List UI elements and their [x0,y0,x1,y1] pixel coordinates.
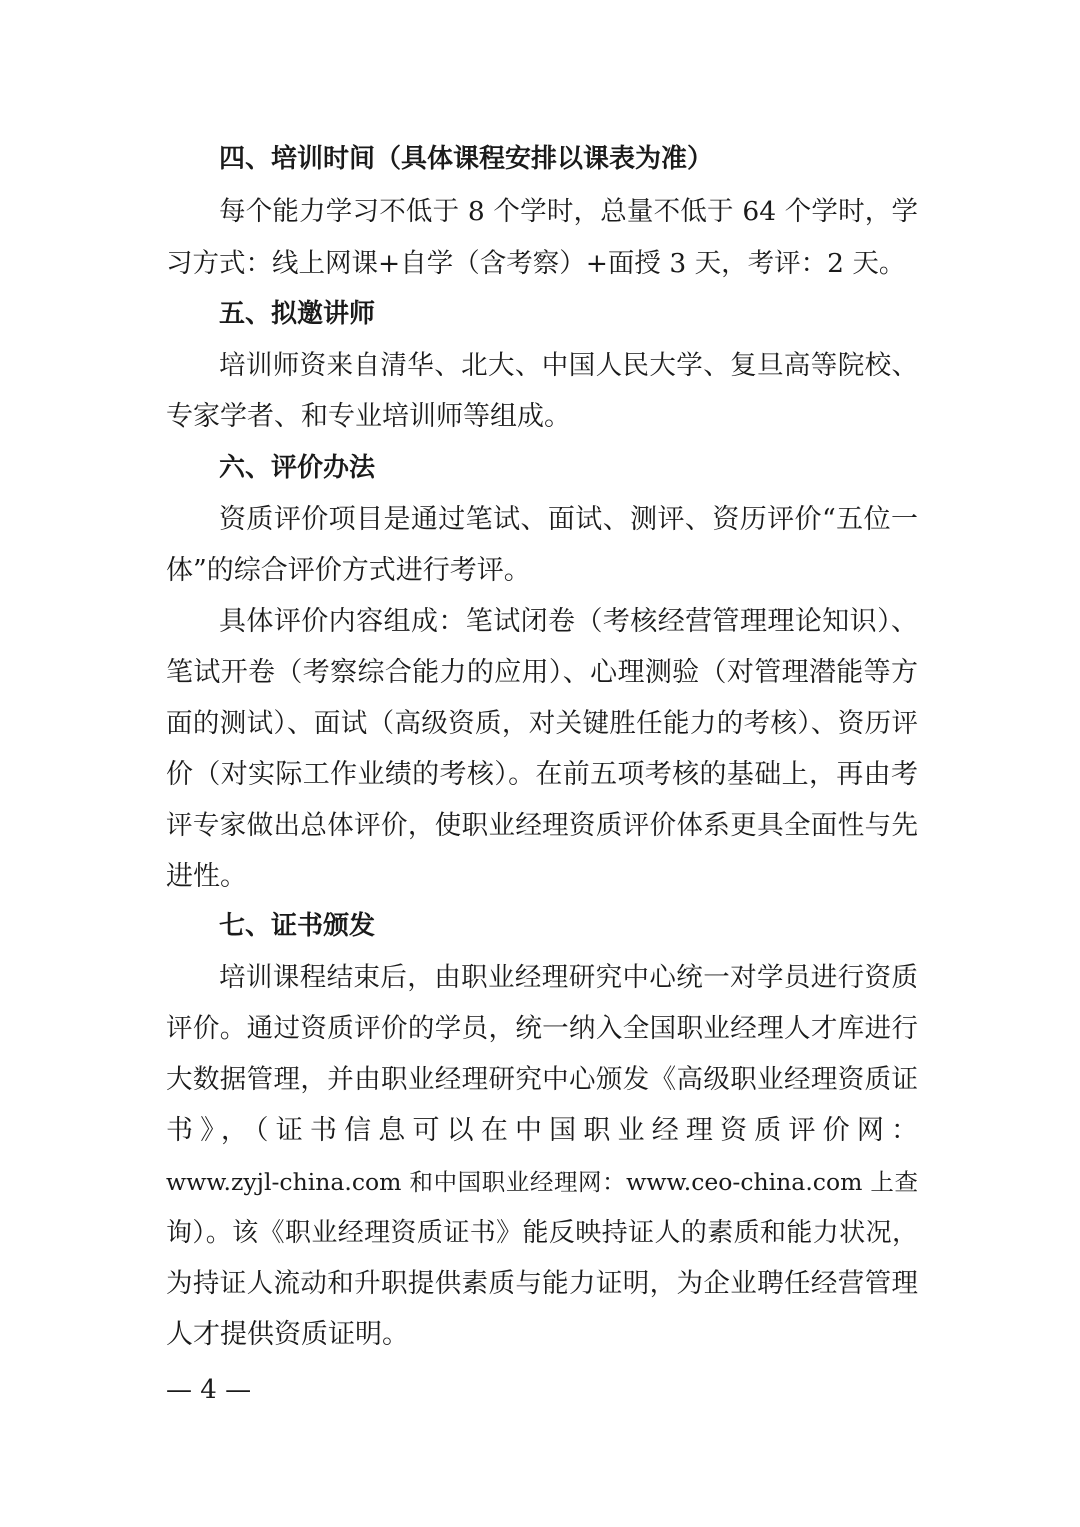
section-5-line: 专家学者、和专业培训师等组成。 [166,401,571,432]
section-6-para2-line: 笔试开卷（考察综合能力的应用）、心理测验（对管理潜能等方 [166,657,918,688]
section-7-line: 培训课程结束后，由职业经理研究中心统一对学员进行资质 [219,962,918,993]
section-7-line: 书》，（证书信息可以在中国职业经理资质评价网： [166,1115,918,1146]
section-6-para2-line: 进性。 [166,861,247,892]
section-7-line: 为持证人流动和升职提供素质与能力证明，为企业聘任经营管理 [166,1268,918,1299]
section-6-para1-line: 资质评价项目是通过笔试、面试、测评、资历评价“五位一 [219,504,918,535]
section-6-para2-line: 具体评价内容组成：笔试闭卷（考核经营管理理论知识）、 [219,606,918,637]
section-4-line: 每个能力学习不低于 8 个学时，总量不低于 64 个学时，学 [219,196,918,227]
section-5-heading: 五、拟邀讲师 [219,299,376,329]
section-6-heading: 六、评价办法 [219,453,376,483]
section-4-heading: 四、培训时间（具体课程安排以课表为准） [219,144,714,174]
section-7-line: 人才提供资质证明。 [166,1319,409,1350]
section-7-line: 询）。该《职业经理资质证书》能反映持证人的素质和能力状况， [166,1218,918,1248]
section-4-line: 习方式：线上网课+自学（含考察）+面授 3 天，考评：2 天。 [166,248,906,279]
section-7-line: 评价。通过资质评价的学员，统一纳入全国职业经理人才库进行 [166,1013,918,1044]
section-5-line: 培训师资来自清华、北大、中国人民大学、复旦高等院校、 [219,350,918,381]
page-number: — 4 — [166,1375,252,1405]
section-6-para2-line: 面的测试）、面试（高级资质，对关键胜任能力的考核）、资历评 [166,708,918,739]
section-7-line: 大数据管理，并由职业经理研究中心颁发《高级职业经理资质证 [166,1064,918,1095]
section-7-line: www.zyjl-china.com 和中国职业经理网：www.ceo-china.com 上查 [166,1168,918,1196]
section-6-para1-line: 体”的综合评价方式进行考评。 [166,555,531,586]
section-6-para2-line: 评专家做出总体评价，使职业经理资质评价体系更具全面性与先 [166,810,918,841]
section-6-para2-line: 价（对实际工作业绩的考核）。在前五项考核的基础上，再由考 [166,759,918,790]
section-7-heading: 七、证书颁发 [219,911,376,941]
